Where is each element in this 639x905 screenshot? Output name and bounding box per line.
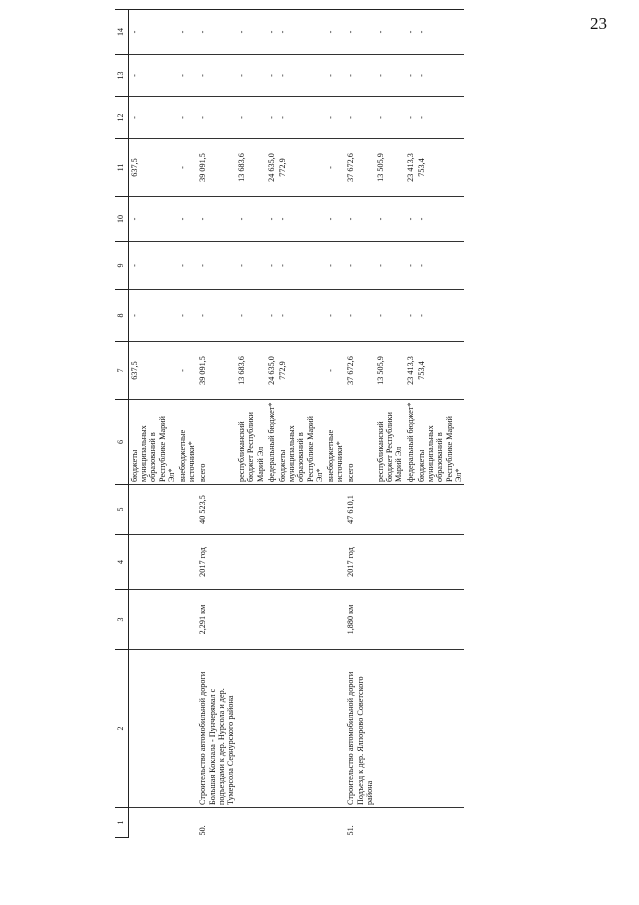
table-row xyxy=(345,10,375,838)
cell-col-13: - xyxy=(345,55,375,97)
cell-col-9: - xyxy=(177,242,197,290)
cell-col-1 xyxy=(177,808,197,838)
cell-col-7: 37 672,6 xyxy=(345,342,375,400)
column-header-13: 13 xyxy=(115,55,129,97)
cell-col-14: - xyxy=(129,10,178,55)
cell-col-9: - xyxy=(345,242,375,290)
cell-col-8: - xyxy=(416,290,464,342)
cell-col-6: республиканский бюджет Республики Марий Эл xyxy=(375,400,405,485)
cell-col-10: - xyxy=(375,197,405,242)
cell-col-13: - xyxy=(266,55,277,97)
cell-col-10: - xyxy=(197,197,236,242)
cell-col-10: - xyxy=(325,197,345,242)
cell-col-10: - xyxy=(236,197,266,242)
cell-col-11: - xyxy=(177,139,197,197)
cell-col-12: - xyxy=(266,97,277,139)
cell-col-9: - xyxy=(325,242,345,290)
table-row xyxy=(197,10,236,838)
table-row xyxy=(266,10,277,838)
cell-col-5 xyxy=(177,485,197,535)
table-row xyxy=(325,10,345,838)
cell-col-8: - xyxy=(345,290,375,342)
cell-col-4 xyxy=(266,535,277,590)
cell-col-3 xyxy=(405,590,416,650)
cell-col-2 xyxy=(325,650,345,808)
cell-col-9: - xyxy=(197,242,236,290)
cell-col-11: 39 091,5 xyxy=(197,139,236,197)
cell-col-7: 23 413,3 xyxy=(405,342,416,400)
cell-col-11: - xyxy=(325,139,345,197)
cell-col-3 xyxy=(375,590,405,650)
cell-col-6: республиканский бюджет Республики Марий Эл xyxy=(236,400,266,485)
cell-col-14: - xyxy=(197,10,236,55)
table-row xyxy=(416,10,464,838)
cell-col-4 xyxy=(177,535,197,590)
cell-col-3: 2,291 км xyxy=(197,590,236,650)
cell-col-14: - xyxy=(325,10,345,55)
cell-col-5 xyxy=(325,485,345,535)
cell-col-12: - xyxy=(177,97,197,139)
cell-col-13: - xyxy=(375,55,405,97)
column-header-5: 5 xyxy=(115,485,129,535)
cell-col-8: - xyxy=(236,290,266,342)
cell-col-4: 2017 год xyxy=(197,535,236,590)
cell-col-3 xyxy=(416,590,464,650)
cell-col-9: - xyxy=(129,242,178,290)
cell-col-13: - xyxy=(129,55,178,97)
cell-col-10: - xyxy=(416,197,464,242)
cell-col-11: 24 635,0 xyxy=(266,139,277,197)
cell-col-9: - xyxy=(277,242,325,290)
cell-col-3 xyxy=(277,590,325,650)
cell-col-6: федеральный бюджет* xyxy=(266,400,277,485)
cell-col-7: 13 683,6 xyxy=(236,342,266,400)
cell-col-8: - xyxy=(375,290,405,342)
cell-col-8: - xyxy=(277,290,325,342)
cell-col-9: - xyxy=(416,242,464,290)
cell-col-5 xyxy=(129,485,178,535)
cell-col-5 xyxy=(416,485,464,535)
cell-col-1 xyxy=(325,808,345,838)
cell-col-8: - xyxy=(197,290,236,342)
cell-col-10: - xyxy=(405,197,416,242)
program-table xyxy=(115,9,464,838)
cell-col-2 xyxy=(236,650,266,808)
cell-col-14: - xyxy=(405,10,416,55)
cell-col-6: бюджеты муниципальных образований в Республике Марий Эл* xyxy=(416,400,464,485)
cell-col-10: - xyxy=(345,197,375,242)
cell-col-6: всего xyxy=(345,400,375,485)
column-header-10: 10 xyxy=(115,197,129,242)
cell-col-11: 13 683,6 xyxy=(236,139,266,197)
cell-col-7: - xyxy=(177,342,197,400)
cell-col-3 xyxy=(236,590,266,650)
cell-col-3: 1,880 км xyxy=(345,590,375,650)
cell-col-2 xyxy=(277,650,325,808)
column-header-11: 11 xyxy=(115,139,129,197)
cell-col-13: - xyxy=(416,55,464,97)
cell-col-11: 772,9 xyxy=(277,139,325,197)
cell-col-7: 24 635,0 xyxy=(266,342,277,400)
cell-col-4 xyxy=(405,535,416,590)
cell-col-3 xyxy=(266,590,277,650)
cell-col-13: - xyxy=(277,55,325,97)
cell-col-12: - xyxy=(416,97,464,139)
cell-col-7: 772,9 xyxy=(277,342,325,400)
cell-col-5: 40 523,5 xyxy=(197,485,236,535)
cell-col-1 xyxy=(375,808,405,838)
cell-col-5 xyxy=(405,485,416,535)
table-row xyxy=(129,10,178,838)
cell-col-2: Строительство автомобильной дороги Большая Коклала - Пунчерямал с подъездами к дер. Нурсола и дер. Тумерсола Сернурского района xyxy=(197,650,236,808)
column-header-9: 9 xyxy=(115,242,129,290)
cell-col-9: - xyxy=(405,242,416,290)
cell-col-4 xyxy=(236,535,266,590)
cell-col-12: - xyxy=(277,97,325,139)
cell-col-11: 23 413,3 xyxy=(405,139,416,197)
cell-col-1 xyxy=(405,808,416,838)
cell-col-7: 39 091,5 xyxy=(197,342,236,400)
cell-col-12: - xyxy=(197,97,236,139)
column-header-1: 1 xyxy=(115,808,129,838)
cell-col-14: - xyxy=(375,10,405,55)
cell-col-1 xyxy=(236,808,266,838)
cell-col-4: 2017 год xyxy=(345,535,375,590)
cell-col-4 xyxy=(416,535,464,590)
cell-col-6: бюджеты муниципальных образований в Республике Марий Эл* xyxy=(129,400,178,485)
cell-col-13: - xyxy=(405,55,416,97)
cell-col-6: всего xyxy=(197,400,236,485)
cell-col-13: - xyxy=(325,55,345,97)
cell-col-4 xyxy=(325,535,345,590)
column-header-7: 7 xyxy=(115,342,129,400)
cell-col-14: - xyxy=(345,10,375,55)
cell-col-9: - xyxy=(266,242,277,290)
cell-col-10: - xyxy=(129,197,178,242)
cell-col-9: - xyxy=(236,242,266,290)
cell-col-2 xyxy=(129,650,178,808)
table-row xyxy=(405,10,416,838)
cell-col-5: 47 610,1 xyxy=(345,485,375,535)
cell-col-11: 13 505,9 xyxy=(375,139,405,197)
column-header-3: 3 xyxy=(115,590,129,650)
cell-col-14: - xyxy=(236,10,266,55)
cell-col-1 xyxy=(129,808,178,838)
table-row xyxy=(375,10,405,838)
cell-col-13: - xyxy=(177,55,197,97)
cell-col-14: - xyxy=(416,10,464,55)
cell-col-12: - xyxy=(405,97,416,139)
cell-col-12: - xyxy=(236,97,266,139)
column-header-12: 12 xyxy=(115,97,129,139)
cell-col-10: - xyxy=(177,197,197,242)
cell-col-12: - xyxy=(375,97,405,139)
cell-col-1 xyxy=(416,808,464,838)
cell-col-2 xyxy=(177,650,197,808)
cell-col-9: - xyxy=(375,242,405,290)
cell-col-8: - xyxy=(129,290,178,342)
cell-col-13: - xyxy=(236,55,266,97)
cell-col-1: 51. xyxy=(345,808,375,838)
cell-col-6: внебюджетные источники* xyxy=(325,400,345,485)
cell-col-11: 37 672,6 xyxy=(345,139,375,197)
cell-col-11: 753,4 xyxy=(416,139,464,197)
cell-col-7: 13 505,9 xyxy=(375,342,405,400)
column-header-4: 4 xyxy=(115,535,129,590)
cell-col-2 xyxy=(416,650,464,808)
cell-col-7: 637,5 xyxy=(129,342,178,400)
cell-col-14: - xyxy=(266,10,277,55)
cell-col-3 xyxy=(177,590,197,650)
cell-col-14: - xyxy=(277,10,325,55)
table-row xyxy=(277,10,325,838)
cell-col-4 xyxy=(375,535,405,590)
cell-col-8: - xyxy=(177,290,197,342)
table-body xyxy=(129,10,464,838)
cell-col-2 xyxy=(405,650,416,808)
column-header-8: 8 xyxy=(115,290,129,342)
cell-col-5 xyxy=(375,485,405,535)
cell-col-10: - xyxy=(266,197,277,242)
cell-col-3 xyxy=(129,590,178,650)
cell-col-6: внебюджетные источники* xyxy=(177,400,197,485)
table-row xyxy=(177,10,197,838)
cell-col-14: - xyxy=(177,10,197,55)
cell-col-2 xyxy=(375,650,405,808)
cell-col-1 xyxy=(277,808,325,838)
cell-col-10: - xyxy=(277,197,325,242)
cell-col-2: Строительство автомобильной дороги Подъезд к дер. Ялпорово Советского района xyxy=(345,650,375,808)
cell-col-5 xyxy=(236,485,266,535)
cell-col-12: - xyxy=(345,97,375,139)
rotated-table-area xyxy=(115,10,639,838)
cell-col-8: - xyxy=(405,290,416,342)
cell-col-7: - xyxy=(325,342,345,400)
cell-col-12: - xyxy=(129,97,178,139)
cell-col-6: федеральный бюджет* xyxy=(405,400,416,485)
table-row xyxy=(236,10,266,838)
cell-col-5 xyxy=(277,485,325,535)
cell-col-6: бюджеты муниципальных образований в Республике Марий Эл* xyxy=(277,400,325,485)
cell-col-8: - xyxy=(325,290,345,342)
cell-col-2 xyxy=(266,650,277,808)
page-number: 23 xyxy=(590,14,607,33)
cell-col-1: 50. xyxy=(197,808,236,838)
cell-col-12: - xyxy=(325,97,345,139)
cell-col-11: 637,5 xyxy=(129,139,178,197)
cell-col-13: - xyxy=(197,55,236,97)
column-number-header xyxy=(115,10,129,838)
cell-col-3 xyxy=(325,590,345,650)
cell-col-1 xyxy=(266,808,277,838)
cell-col-4 xyxy=(129,535,178,590)
cell-col-8: - xyxy=(266,290,277,342)
cell-col-5 xyxy=(266,485,277,535)
column-header-14: 14 xyxy=(115,10,129,55)
column-header-6: 6 xyxy=(115,400,129,485)
cell-col-7: 753,4 xyxy=(416,342,464,400)
cell-col-4 xyxy=(277,535,325,590)
column-header-2: 2 xyxy=(115,650,129,808)
